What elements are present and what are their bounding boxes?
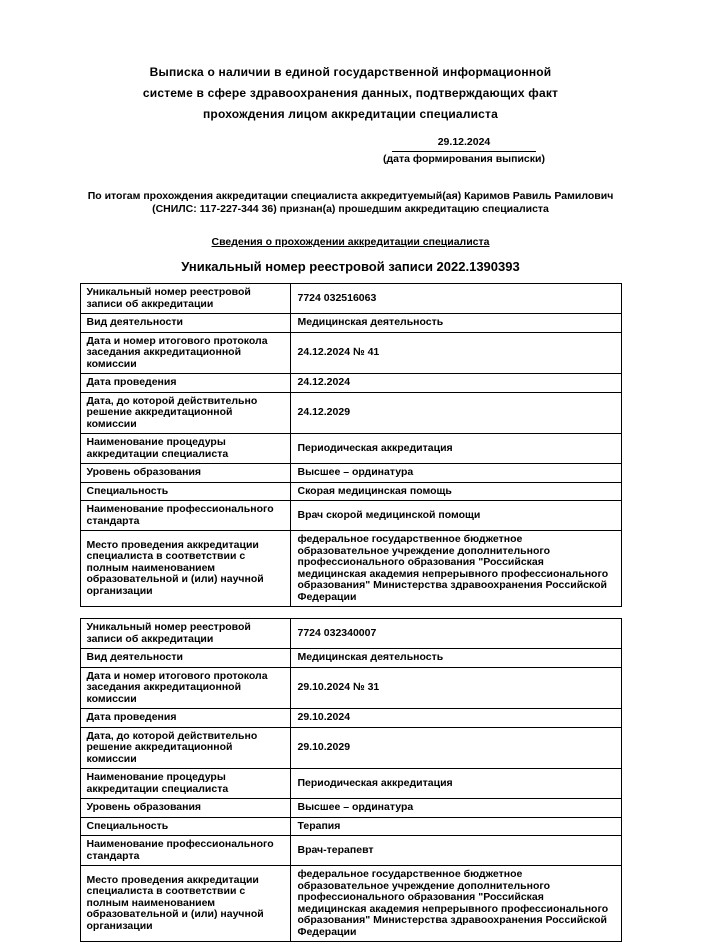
table-row — [80, 619, 621, 649]
intro-paragraph: По итогам прохождения аккредитации специалиста аккредитуемый(ая) Каримов Равиль Рамилович (СНИЛС: 117-227-344 36) признан(а) прошедшим аккредитацию специалиста — [87, 190, 614, 215]
table-row — [80, 332, 621, 374]
document-title-line-1: Выписка о наличии в единой государственной информационной — [149, 65, 552, 79]
row-value: 7724 032516063 — [291, 284, 621, 314]
row-label: Дата и номер итогового протокола заседания аккредитационной комиссии — [80, 667, 291, 709]
row-label: Вид деятельности — [80, 314, 291, 333]
row-value: Периодическая аккредитация — [291, 769, 621, 799]
table-row — [80, 709, 621, 728]
row-label: Дата, до которой действительно решение аккредитационной комиссии — [80, 727, 291, 769]
table-row — [80, 649, 621, 668]
accreditation-record-table-1 — [80, 283, 622, 607]
row-value: 24.12.2029 — [291, 392, 621, 434]
registry-number-heading: Уникальный номер реестровой записи 2022.1390393 — [181, 259, 520, 274]
document-title-line-2: системе в сфере здравоохранения данных, подтверждающих факт — [142, 86, 559, 100]
table-row — [80, 392, 621, 434]
extract-date-caption: (дата формирования выписки) — [383, 153, 545, 165]
row-label: Место проведения аккредитации специалиста в соответствии с полным наименованием образовательной и (или) научной организации — [80, 866, 291, 942]
table-row — [80, 531, 621, 607]
row-value: федеральное государственное бюджетное образовательное учреждение дополнительного профессионального образования "Российская медицинская академия непрерывного профессионального образования" Министерства здравоохранения Российской Федерации — [291, 531, 621, 607]
document-title — [0, 62, 701, 125]
row-value: Высшее – ординатура — [291, 799, 621, 818]
row-value: 29.10.2024 — [291, 709, 621, 728]
row-label: Место проведения аккредитации специалиста в соответствии с полным наименованием образовательной и (или) научной организации — [80, 531, 291, 607]
row-label: Наименование процедуры аккредитации специалиста — [80, 769, 291, 799]
row-value: 24.12.2024 № 41 — [291, 332, 621, 374]
table-row — [80, 769, 621, 799]
row-label: Дата проведения — [80, 374, 291, 393]
table-row — [80, 799, 621, 818]
row-label: Наименование профессионального стандарта — [80, 501, 291, 531]
row-label: Дата, до которой действительно решение аккредитационной комиссии — [80, 392, 291, 434]
table-row — [80, 866, 621, 942]
row-label: Дата и номер итогового протокола заседания аккредитационной комиссии — [80, 332, 291, 374]
row-value: Терапия — [291, 817, 621, 836]
row-label: Наименование профессионального стандарта — [80, 836, 291, 866]
row-label: Специальность — [80, 482, 291, 501]
row-value: Медицинская деятельность — [291, 649, 621, 668]
row-label: Дата проведения — [80, 709, 291, 728]
row-label: Наименование процедуры аккредитации специалиста — [80, 434, 291, 464]
table-row — [80, 464, 621, 483]
row-value: 24.12.2024 — [291, 374, 621, 393]
table-row — [80, 314, 621, 333]
document-title-line-3: прохождения лицом аккредитации специалиста — [202, 107, 499, 121]
table-row — [80, 667, 621, 709]
row-label: Уровень образования — [80, 799, 291, 818]
row-label: Уровень образования — [80, 464, 291, 483]
row-label: Специальность — [80, 817, 291, 836]
row-value: Врач скорой медицинской помощи — [291, 501, 621, 531]
row-value: Врач-терапевт — [291, 836, 621, 866]
table-row — [80, 284, 621, 314]
extract-date-block — [378, 136, 550, 166]
row-label: Вид деятельности — [80, 649, 291, 668]
table-row — [80, 817, 621, 836]
row-value: 29.10.2024 № 31 — [291, 667, 621, 709]
table-row — [80, 727, 621, 769]
row-value: Медицинская деятельность — [291, 314, 621, 333]
row-value: Высшее – ординатура — [291, 464, 621, 483]
row-label: Уникальный номер реестровой записи об аккредитации — [80, 619, 291, 649]
row-value: федеральное государственное бюджетное образовательное учреждение дополнительного профессионального образования "Российская медицинская академия непрерывного профессионального образования" Министерства здравоохранения Российской Федерации — [291, 866, 621, 942]
table-row — [80, 434, 621, 464]
row-label: Уникальный номер реестровой записи об аккредитации — [80, 284, 291, 314]
row-value: 29.10.2029 — [291, 727, 621, 769]
row-value: Скорая медицинская помощь — [291, 482, 621, 501]
table-row — [80, 482, 621, 501]
row-value: Периодическая аккредитация — [291, 434, 621, 464]
table-row — [80, 374, 621, 393]
accreditation-record-table-2 — [80, 618, 622, 942]
table-row — [80, 501, 621, 531]
row-value: 7724 032340007 — [291, 619, 621, 649]
section-heading: Сведения о прохождении аккредитации специалиста — [211, 236, 490, 248]
table-row — [80, 836, 621, 866]
extract-date-value: 29.12.2024 — [392, 136, 536, 152]
